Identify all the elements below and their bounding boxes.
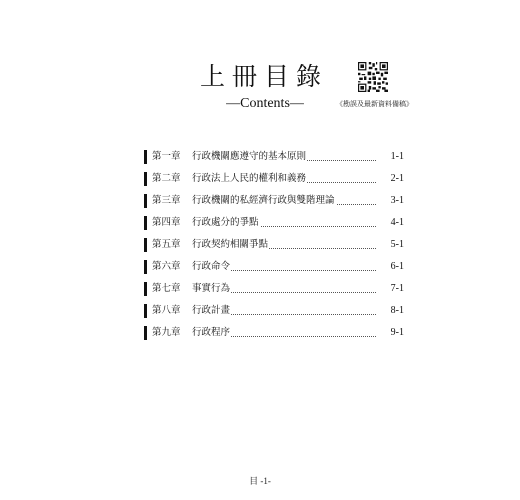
toc-entry-chapter-3[interactable] (144, 190, 404, 212)
toc-chapter-title: 行政機關的私經濟行政與雙階理論 (192, 195, 335, 206)
toc-entry-chapter-1[interactable] (144, 146, 404, 168)
chapter-marker-bar (144, 260, 147, 274)
toc-chapter-number: 第六章 (152, 261, 181, 272)
toc-entry-chapter-9[interactable] (144, 322, 404, 344)
toc-entry-chapter-5[interactable] (144, 234, 404, 256)
toc-chapter-number: 第九章 (152, 327, 181, 338)
toc-page-number: 3-1 (390, 195, 404, 206)
chapter-marker-bar (144, 150, 147, 164)
qr-caption: 《勘誤及最新資料備稿》 (336, 100, 413, 108)
page-subtitle: —Contents— (226, 96, 304, 111)
toc-page-number: 2-1 (390, 173, 404, 184)
toc-page-number: 9-1 (390, 327, 404, 338)
toc-page-number: 7-1 (390, 283, 404, 294)
toc-chapter-title: 行政機關應遵守的基本原則 (192, 151, 307, 162)
toc-chapter-number: 第三章 (152, 195, 181, 206)
toc-chapter-title: 行政計畫 (192, 305, 231, 316)
toc-chapter-title: 行政程序 (192, 327, 231, 338)
toc-entry-chapter-6[interactable] (144, 256, 404, 278)
toc-page-number: 6-1 (390, 261, 404, 272)
toc-chapter-title: 行政法上人民的權利和義務 (192, 173, 307, 184)
toc-chapter-title: 行政命令 (192, 261, 231, 272)
toc-entry-chapter-8[interactable] (144, 300, 404, 322)
toc-entry-chapter-4[interactable] (144, 212, 404, 234)
toc-chapter-title: 行政處分的爭點 (192, 217, 259, 228)
page-number-footer: 目 -1- (249, 476, 271, 486)
toc-page-number: 4-1 (390, 217, 404, 228)
chapter-marker-bar (144, 326, 147, 340)
toc-page-number: 5-1 (390, 239, 404, 250)
toc-entry-chapter-7[interactable] (144, 278, 404, 300)
toc-chapter-number: 第二章 (152, 173, 181, 184)
chapter-marker-bar (144, 282, 147, 296)
chapter-marker-bar (144, 194, 147, 208)
toc-chapter-number: 第四章 (152, 217, 181, 228)
toc-entry-chapter-2[interactable] (144, 168, 404, 190)
toc-page-number: 8-1 (390, 305, 404, 316)
qr-code-icon[interactable] (358, 62, 388, 92)
toc-chapter-number: 第七章 (152, 283, 181, 294)
chapter-marker-bar (144, 304, 147, 318)
toc-chapter-number: 第一章 (152, 151, 181, 162)
toc-chapter-title: 事實行為 (192, 283, 231, 294)
page-title: 上冊目錄 (200, 62, 329, 91)
chapter-marker-bar (144, 172, 147, 186)
toc-page-number: 1-1 (390, 151, 404, 162)
toc-chapter-number: 第八章 (152, 305, 181, 316)
chapter-marker-bar (144, 238, 147, 252)
table-of-contents (144, 146, 404, 344)
chapter-marker-bar (144, 216, 147, 230)
toc-chapter-title: 行政契約相關爭點 (192, 239, 269, 250)
toc-chapter-number: 第五章 (152, 239, 181, 250)
